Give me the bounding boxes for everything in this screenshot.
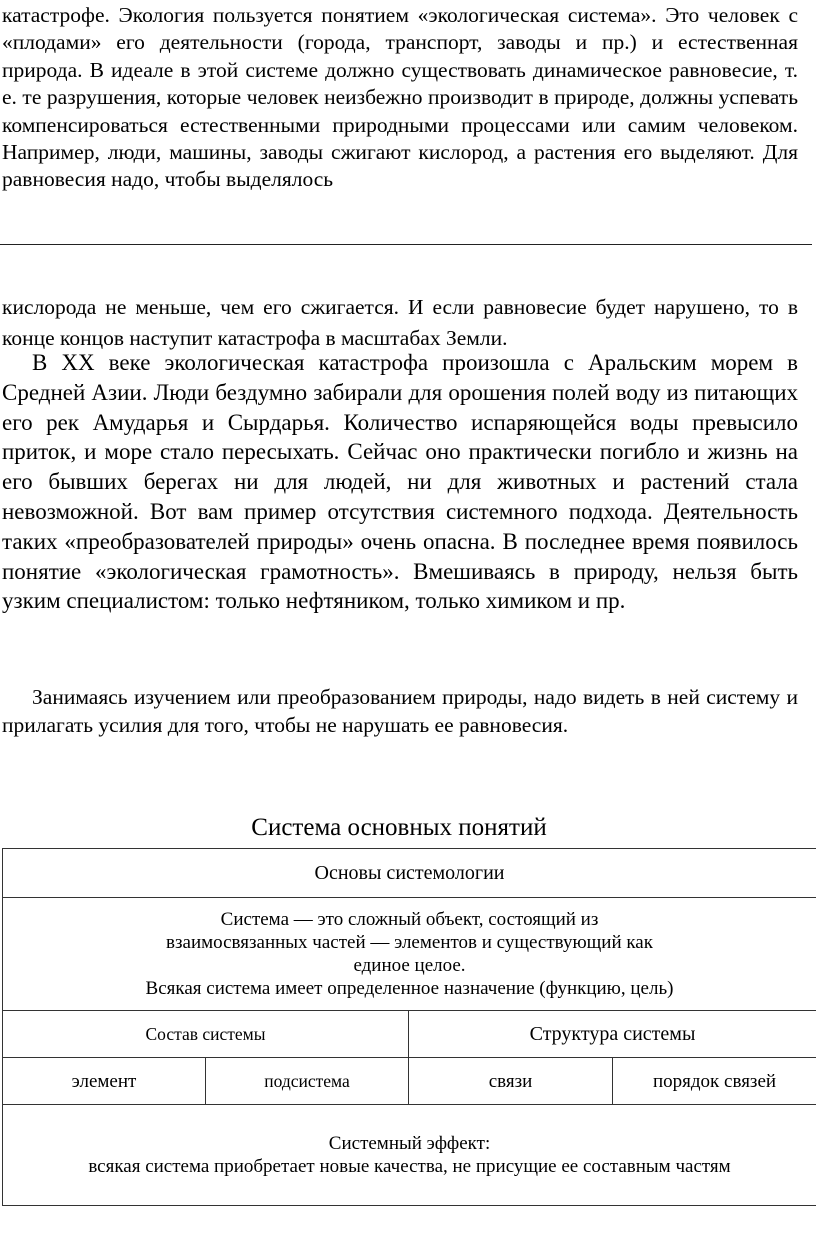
table-row [3, 1011, 816, 1058]
subsystem-cell: подсистема [206, 1058, 409, 1105]
table-header-cell: Основы системологии [3, 849, 816, 898]
definition-line: Всякая система имеет определенное назначение (функцию, цель) [145, 978, 674, 999]
definition-line: взаимосвязанных частей — элементов и существующий как [166, 932, 653, 953]
paragraph-4-text: Занимаясь изучением или преобразованием природы, надо видеть в ней систему и прилагать усилия для того, чтобы не нарушать ее равновесия. [2, 685, 798, 738]
paragraph-2 [2, 292, 798, 354]
section-title: Система основных понятий [251, 814, 547, 841]
paragraph-1 [2, 2, 798, 194]
element-cell: элемент [3, 1058, 206, 1105]
definition-line: Система — это сложный объект, состоящий из [220, 909, 599, 930]
concepts-table [2, 848, 816, 1206]
links-order-cell: порядок связей [613, 1058, 816, 1105]
definition-cell [3, 898, 816, 1011]
paragraph-2-text: кислорода не меньше, чем его сжигается. И если равновесие будет нарушено, то в конце концов наступит катастрофа в масштабах Земли. [2, 295, 798, 350]
structure-cell: Структура системы [409, 1011, 816, 1058]
table-row [3, 1058, 816, 1105]
table-row [3, 898, 816, 1011]
table-row [3, 1105, 816, 1206]
page-break-rule [0, 244, 812, 245]
composition-cell: Состав системы [3, 1011, 409, 1058]
table-row [3, 849, 816, 898]
paragraph-4 [2, 683, 798, 740]
definition-line: единое целое. [353, 955, 466, 976]
paragraph-1-text: катастрофе. Экология пользуется понятием «экологическая система». Это человек с «плодами» его деятельности (города, транспорт, заводы и пр.) и естественная природа. В идеале в этой системе должно существовать динамическое равновесие, т. е. те разрушения, которые человек неизбежно производит в природе, должны успевать компенсироваться естественными природными процессами или самим человеком. Например, люди, машины, заводы сжигают кислород, а растения его выделяют. Для равновесия надо, чтобы выделялось [2, 3, 798, 192]
system-effect-title: Системный эффект: [328, 1133, 491, 1154]
system-effect-cell [3, 1105, 816, 1206]
system-effect-text: всякая система приобретает новые качества, не присущие ее составным частям [88, 1156, 731, 1177]
paragraph-3 [2, 348, 798, 616]
paragraph-3-text: В XX веке экологическая катастрофа произошла с Аральским морем в Средней Азии. Люди бездумно забирали для орошения полей воду из питающих его рек Амударья и Сырдарья. Количество испаряющейся воды превысило приток, и море стало пересыхать. Сейчас оно практически погибло и жизнь на его бывших берегах ни для людей, ни для животных и растений стала невозможной. Вот вам пример отсутствия системного подхода. Деятельность таких «преобразователей природы» очень опасна. В последнее время появилось понятие «экологическая грамотность». Вмешиваясь в природу, нельзя быть узким специалистом: только нефтяником, только химиком и пр. [2, 350, 798, 614]
links-cell: связи [409, 1058, 613, 1105]
